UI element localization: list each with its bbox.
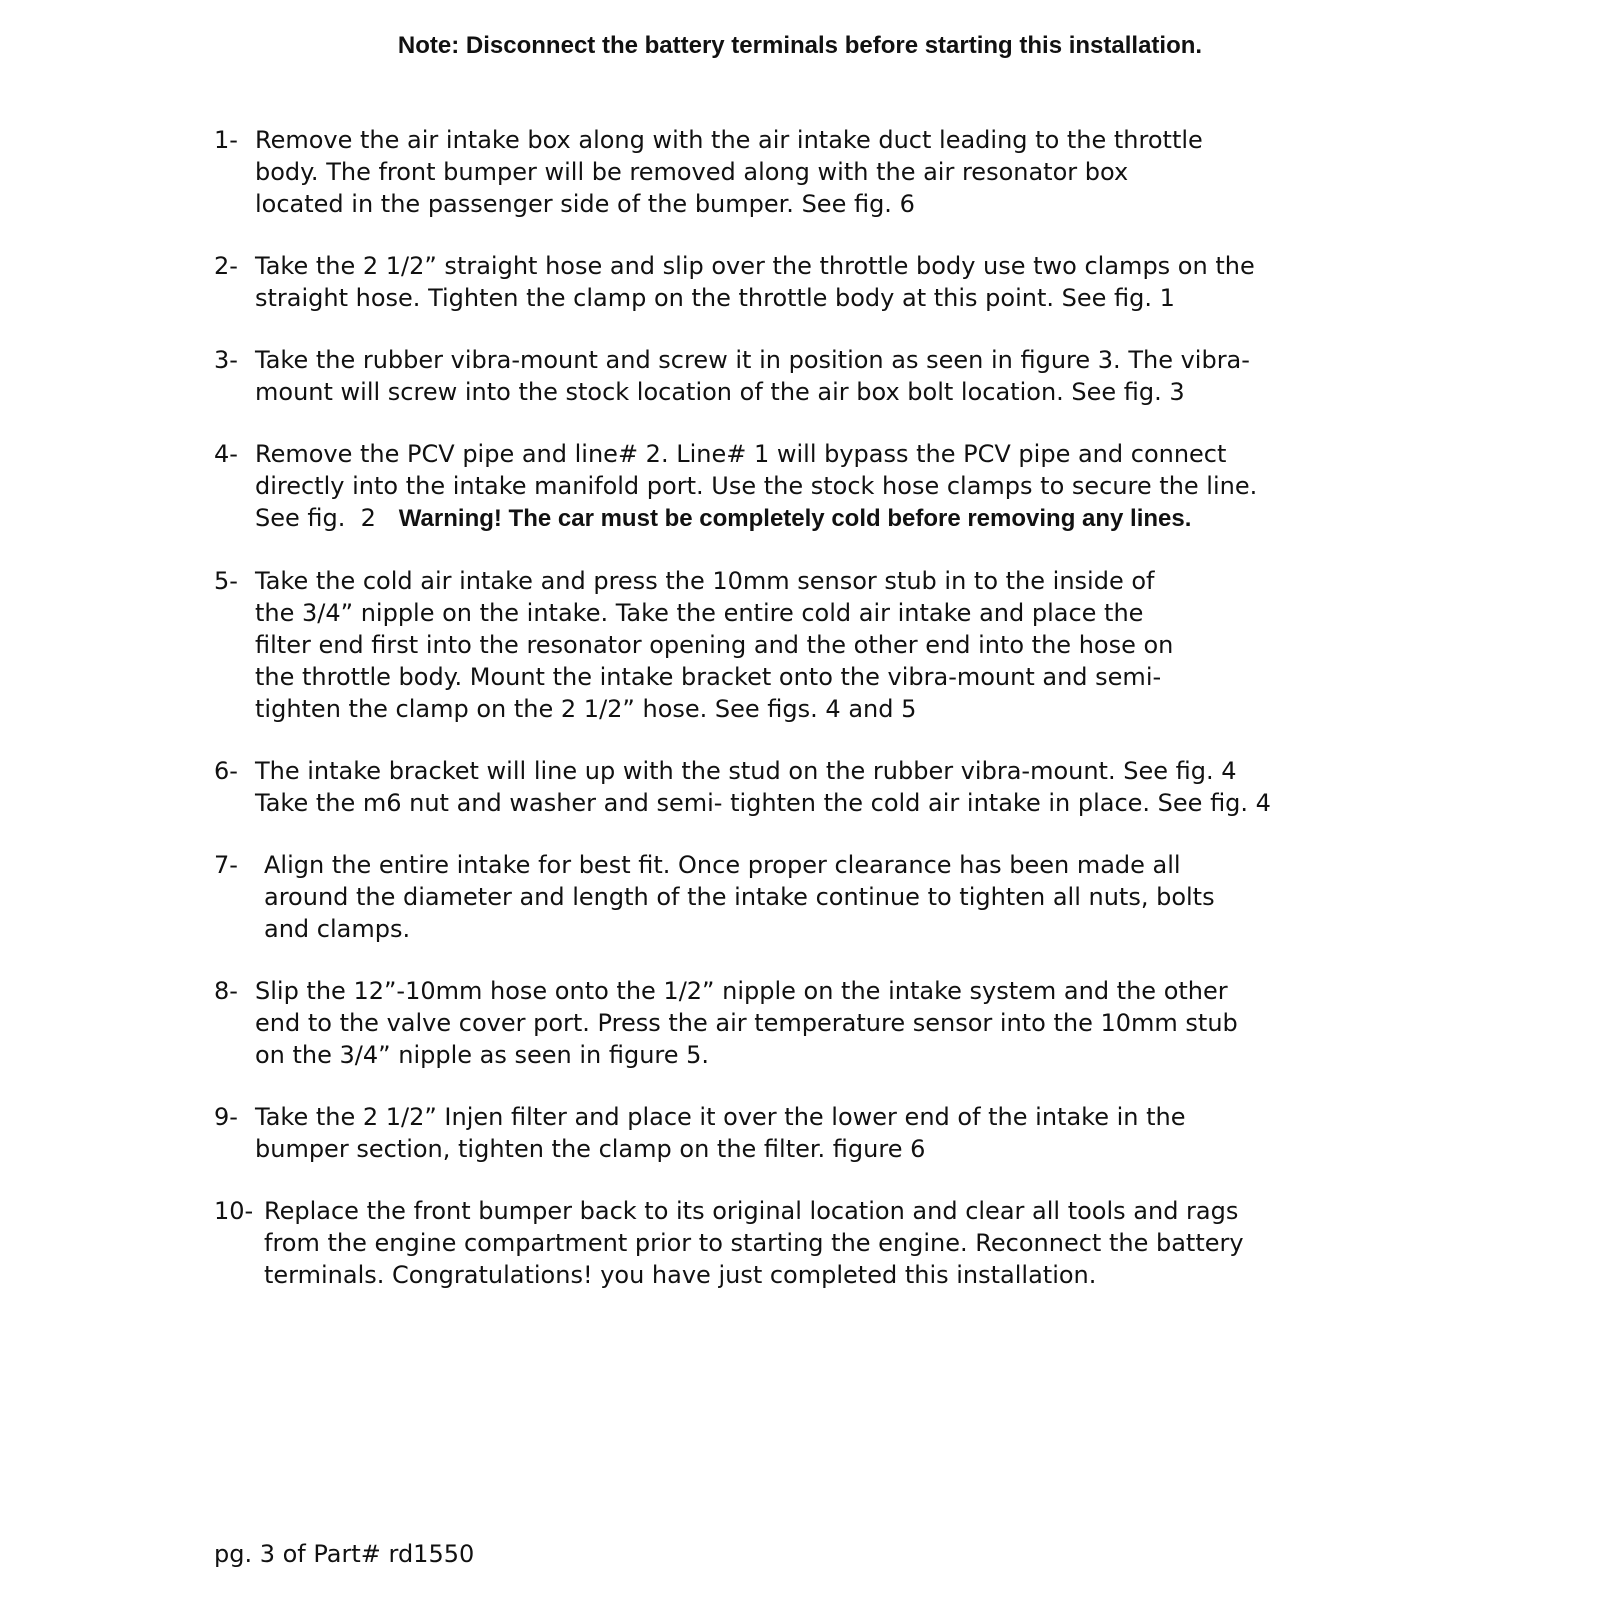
step-number: 7- bbox=[214, 851, 238, 879]
step-line: from the engine compartment prior to starting the engine. Reconnect the battery bbox=[264, 1229, 1244, 1257]
step-line: directly into the intake manifold port. Use the stock hose clamps to secure the line. bbox=[255, 472, 1258, 500]
step-line: Slip the 12”-10mm hose onto the 1/2” nipple on the intake system and the other bbox=[255, 977, 1228, 1005]
step-line: mount will screw into the stock location of the air box bolt location. See fig. 3 bbox=[255, 378, 1185, 406]
step-5 bbox=[214, 565, 1384, 725]
step-number: 1- bbox=[214, 126, 238, 154]
step-1 bbox=[214, 124, 1384, 220]
step-number: 8- bbox=[214, 977, 238, 1005]
step-line-prefix: See fig. 2 bbox=[255, 504, 399, 532]
step-text bbox=[255, 1101, 1384, 1165]
step-text bbox=[255, 565, 1384, 725]
step-line: Align the entire intake for best fit. Once proper clearance has been made all bbox=[264, 851, 1181, 879]
step-line: tighten the clamp on the 2 1/2” hose. See figs. 4 and 5 bbox=[255, 695, 917, 723]
step-line: the throttle body. Mount the intake bracket onto the vibra-mount and semi- bbox=[255, 663, 1162, 691]
step-text bbox=[255, 124, 1384, 220]
step-line: around the diameter and length of the intake continue to tighten all nuts, bolts bbox=[264, 883, 1215, 911]
step-number: 6- bbox=[214, 757, 238, 785]
step-line: Replace the front bumper back to its original location and clear all tools and rags bbox=[264, 1197, 1239, 1225]
step-line: bumper section, tighten the clamp on the filter. figure 6 bbox=[255, 1135, 926, 1163]
cold-engine-warning: Warning! The car must be completely cold before removing any lines. bbox=[398, 505, 1192, 532]
step-line: end to the valve cover port. Press the air temperature sensor into the 10mm stub bbox=[255, 1009, 1238, 1037]
step-9 bbox=[214, 1101, 1384, 1165]
step-line: terminals. Congratulations! you have just completed this installation. bbox=[264, 1261, 1097, 1289]
step-text bbox=[255, 438, 1384, 535]
step-line: body. The front bumper will be removed along with the air resonator box bbox=[255, 158, 1129, 186]
step-line: Take the 2 1/2” Injen filter and place it over the lower end of the intake in the bbox=[255, 1103, 1186, 1131]
installation-steps bbox=[214, 124, 1384, 1321]
step-number: 4- bbox=[214, 440, 238, 468]
step-number: 5- bbox=[214, 567, 238, 595]
step-line: Take the rubber vibra-mount and screw it in position as seen in figure 3. The vibra- bbox=[255, 346, 1250, 374]
step-text bbox=[255, 755, 1384, 819]
step-line: and clamps. bbox=[264, 915, 411, 943]
step-line: Take the m6 nut and washer and semi- tighten the cold air intake in place. See fig. 4 bbox=[255, 789, 1271, 817]
step-number: 2- bbox=[214, 252, 238, 280]
step-line: The intake bracket will line up with the stud on the rubber vibra-mount. See fig. 4 bbox=[255, 757, 1237, 785]
page-footer: pg. 3 of Part# rd1550 bbox=[214, 1540, 475, 1568]
step-line: filter end first into the resonator opening and the other end into the hose on bbox=[255, 631, 1174, 659]
step-line: straight hose. Tighten the clamp on the throttle body at this point. See fig. 1 bbox=[255, 284, 1175, 312]
step-line: Remove the PCV pipe and line# 2. Line# 1 will bypass the PCV pipe and connect bbox=[255, 440, 1227, 468]
step-10 bbox=[214, 1195, 1384, 1291]
step-7 bbox=[214, 849, 1384, 945]
step-line: the 3/4” nipple on the intake. Take the entire cold air intake and place the bbox=[255, 599, 1144, 627]
step-number: 9- bbox=[214, 1103, 238, 1131]
step-line: Take the cold air intake and press the 10mm sensor stub in to the inside of bbox=[255, 567, 1155, 595]
step-4 bbox=[214, 438, 1384, 535]
step-text bbox=[264, 1195, 1384, 1291]
step-text bbox=[255, 250, 1384, 314]
step-text bbox=[264, 849, 1384, 945]
step-text bbox=[255, 344, 1384, 408]
step-number: 3- bbox=[214, 346, 238, 374]
step-text bbox=[255, 975, 1384, 1071]
step-line: on the 3/4” nipple as seen in figure 5. bbox=[255, 1041, 710, 1069]
battery-note: Note: Disconnect the battery terminals before starting this installation. bbox=[397, 32, 1203, 59]
step-3 bbox=[214, 344, 1384, 408]
step-2 bbox=[214, 250, 1384, 314]
step-line: Remove the air intake box along with the air intake duct leading to the throttle bbox=[255, 126, 1203, 154]
step-6 bbox=[214, 755, 1384, 819]
step-8 bbox=[214, 975, 1384, 1071]
step-line bbox=[255, 502, 1384, 535]
step-line: located in the passenger side of the bumper. See fig. 6 bbox=[255, 190, 915, 218]
step-line: Take the 2 1/2” straight hose and slip over the throttle body use two clamps on the bbox=[255, 252, 1255, 280]
step-number: 10- bbox=[214, 1197, 254, 1225]
